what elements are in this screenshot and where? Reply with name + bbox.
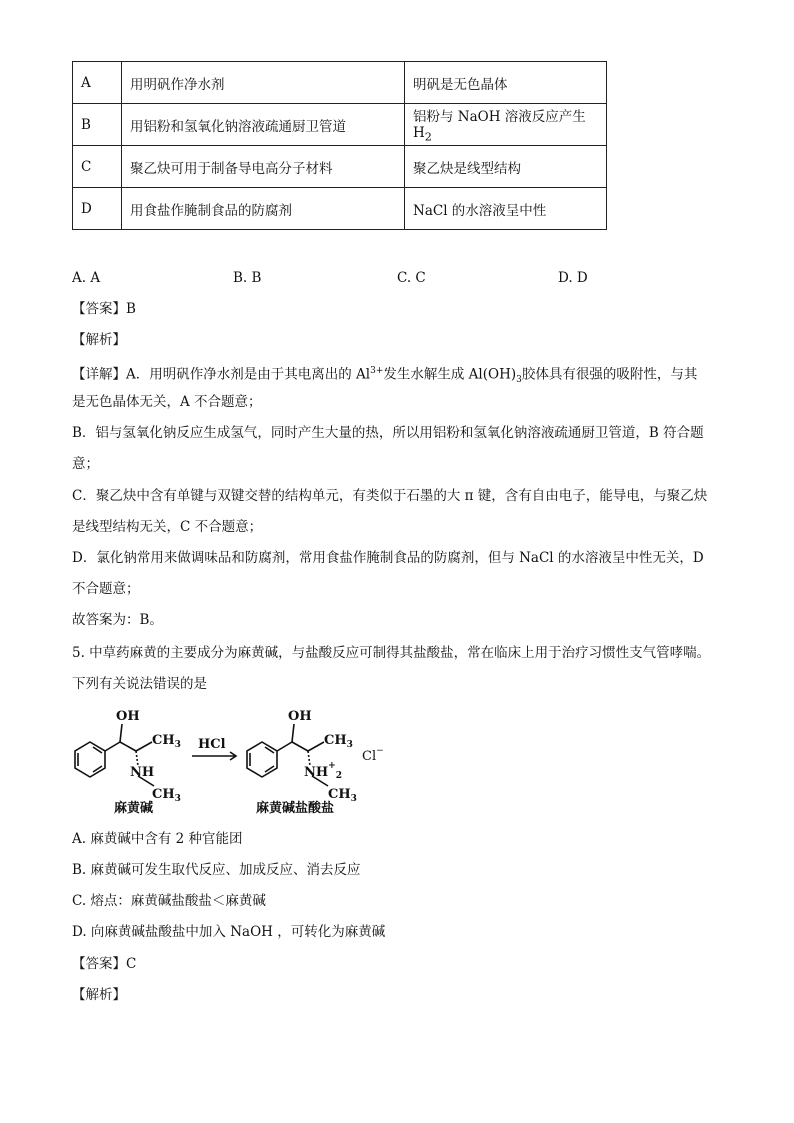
row-use: 用明矾作净水剂 bbox=[122, 62, 405, 104]
row-letter: A bbox=[73, 62, 122, 104]
ch3-label: $CH_3$ bbox=[324, 733, 353, 750]
q4-detail-line-6: 是线型结构无关，C 不合题意； bbox=[72, 519, 263, 535]
ch3-label: $CH_3$ bbox=[152, 787, 181, 804]
q4-detail-line-5: C．聚乙炔中含有单键与双键交替的结构单元，有类似于石墨的大 π 键，含有自由电子，能导电，与聚乙炔 bbox=[72, 488, 708, 504]
row-use: 聚乙炔可用于制备导电高分子材料 bbox=[122, 146, 405, 188]
q4-detail-line-7: D．氯化钠常用来做调味品和防腐剂，常用食盐作腌制食品的防腐剂，但与 NaCl 的水溶液呈中性无关，D bbox=[72, 550, 704, 566]
q5-option-c: C. 熔点：麻黄碱盐酸盐＜麻黄碱 bbox=[72, 893, 266, 909]
q4-option-b: B. B bbox=[233, 270, 262, 286]
row-reason: 明矾是无色晶体 bbox=[405, 62, 607, 104]
q5-option-d: D. 向麻黄碱盐酸盐中加入 NaOH ，可转化为麻黄碱 bbox=[72, 924, 386, 940]
q4-detail-line-3: B．铝与氢氧化钠反应生成氢气，同时产生大量的热，所以用铝粉和氢氧化钠溶液疏通厨卫管道，B 符合题 bbox=[72, 425, 704, 441]
q5-option-b: B. 麻黄碱可发生取代反应、加成反应、消去反应 bbox=[72, 862, 361, 878]
row-use: 用食盐作腌制食品的防腐剂 bbox=[122, 188, 405, 230]
ch3-label: $CH_3$ bbox=[152, 733, 181, 750]
q4-answer: 【答案】B bbox=[72, 301, 136, 317]
chloride-ion-label: Cl− bbox=[362, 746, 384, 764]
row-reason: 聚乙炔是线型结构 bbox=[405, 146, 607, 188]
ch3-label: $CH_3$ bbox=[328, 787, 357, 804]
q4-option-d: D. D bbox=[558, 270, 588, 286]
reagent-hcl: HCl bbox=[198, 737, 226, 752]
nh2-plus-label: $NH^+_2$ bbox=[304, 761, 342, 781]
detail-subscript: 3 bbox=[516, 375, 522, 386]
detail-superscript: 3+ bbox=[370, 366, 384, 376]
q4-detail-line-8: 不合题意； bbox=[72, 581, 140, 597]
q5-analysis-label: 【解析】 bbox=[72, 987, 126, 1003]
row-letter: C bbox=[73, 146, 122, 188]
detail-text: 【详解】A．用明矾作净水剂是由于其电离出的 Al bbox=[72, 366, 371, 383]
q4-detail-line-1 bbox=[72, 361, 697, 390]
q5-stem-line-2: 下列有关说法错误的是 bbox=[72, 676, 207, 692]
benzene-ring-right bbox=[247, 742, 277, 777]
q4-analysis-label: 【解析】 bbox=[72, 332, 126, 348]
q4-detail-line-9: 故答案为：B。 bbox=[72, 612, 163, 628]
table-row bbox=[73, 104, 607, 146]
ephedrine-label: 麻黄碱 bbox=[114, 801, 154, 816]
reaction-scheme bbox=[66, 700, 396, 820]
reason-subscript: 2 bbox=[424, 130, 432, 144]
oh-label: OH bbox=[288, 709, 312, 724]
benzene-ring-left bbox=[75, 742, 105, 777]
table-row bbox=[73, 188, 607, 230]
reason-text: 铝粉与 NaOH 溶液反应产生 H bbox=[413, 109, 586, 142]
q4-detail-line-4: 意； bbox=[72, 456, 99, 472]
q5-answer: 【答案】C bbox=[72, 956, 137, 972]
question-4-table bbox=[72, 61, 607, 230]
q5-stem-line-1: 5. 中草药麻黄的主要成分为麻黄碱，与盐酸反应可制得其盐酸盐，常在临床上用于治疗习惯性支气管哮喘。 bbox=[72, 645, 711, 661]
q4-option-a: A. A bbox=[72, 270, 101, 286]
q5-option-a: A. 麻黄碱中含有 2 种官能团 bbox=[72, 831, 243, 847]
row-reason: NaCl 的水溶液呈中性 bbox=[405, 188, 607, 230]
q4-option-c: C. C bbox=[397, 270, 426, 286]
detail-text: 胶体具有很强的吸附性，与其 bbox=[521, 366, 698, 383]
table-row bbox=[73, 146, 607, 188]
ephedrine-hydrochloride-label: 麻黄碱盐酸盐 bbox=[256, 801, 335, 816]
q4-detail-line-2: 是无色晶体无关，A 不合题意； bbox=[72, 394, 262, 410]
row-reason bbox=[405, 104, 607, 146]
row-use: 用铝粉和氢氧化钠溶液疏通厨卫管道 bbox=[122, 104, 405, 146]
nh-label: NH bbox=[130, 765, 155, 780]
detail-text: 发生水解生成 Al(OH) bbox=[383, 366, 517, 383]
row-letter: B bbox=[73, 104, 122, 146]
oh-label: OH bbox=[116, 709, 140, 724]
table-row bbox=[73, 62, 607, 104]
row-letter: D bbox=[73, 188, 122, 230]
